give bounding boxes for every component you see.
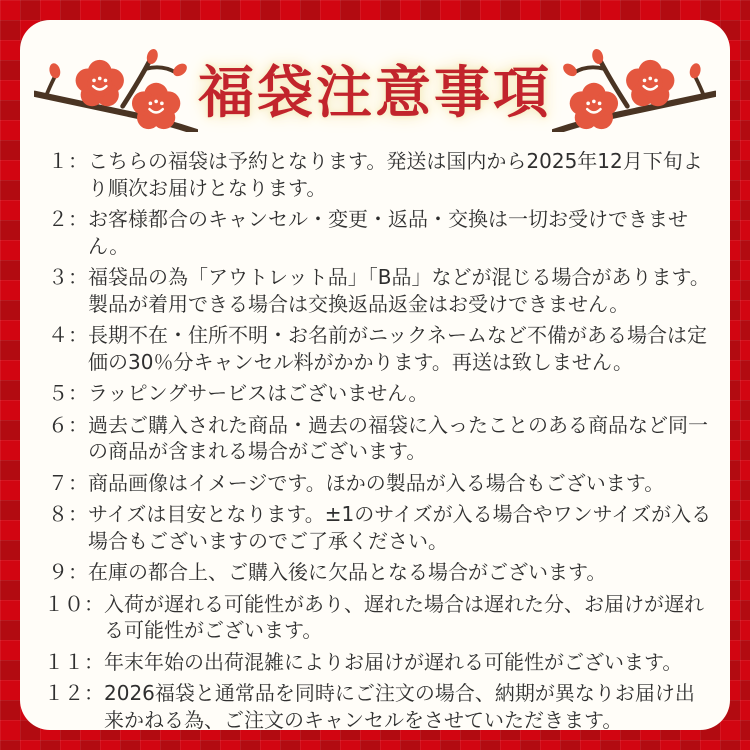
item-number-label xyxy=(44,322,88,349)
item-separator: ： xyxy=(68,560,88,584)
item-number: ７ xyxy=(48,470,68,495)
item-number: ９ xyxy=(48,560,68,584)
item-number: １０ xyxy=(44,591,84,616)
item-separator: ： xyxy=(68,502,88,526)
item-number: ６ xyxy=(48,412,68,437)
item-number-label xyxy=(44,680,104,707)
item-number-label xyxy=(44,206,88,233)
list-item xyxy=(44,264,714,317)
list-item xyxy=(44,649,714,676)
item-text: 長期不在・住所不明・お名前がニックネームなど不備がある場合は定価の30％分キャンセル料がかかります。再送は致しません。 xyxy=(88,323,707,374)
item-text: 年末年始の出荷混雑によりお届けが遅れる可能性がございます。 xyxy=(104,649,683,674)
list-item xyxy=(44,380,714,407)
item-text: 入荷が遅れる可能性があり、遅れた場合は遅れた分、お届けが遅れる可能性がございます。 xyxy=(104,591,704,642)
item-separator: ： xyxy=(68,265,88,289)
item-separator: ： xyxy=(68,412,88,437)
list-item xyxy=(44,680,714,730)
notice-card xyxy=(20,20,730,730)
item-number-label xyxy=(44,264,88,291)
item-text: サイズは目安となります。±1のサイズが入る場合やワンサイズが入る場合もございますのでご了承ください。 xyxy=(88,502,712,553)
item-text: 在庫の都合上、ご購入後に欠品となる場合がございます。 xyxy=(88,560,607,584)
item-number: ８ xyxy=(48,502,68,526)
item-number: １２ xyxy=(44,681,84,705)
item-text: ラッピングサービスはございません。 xyxy=(88,381,429,405)
list-item xyxy=(44,559,714,586)
plum-blossom-branch-icon xyxy=(552,46,716,132)
item-separator: ： xyxy=(68,470,88,495)
item-number: ３ xyxy=(48,265,68,289)
item-number-label xyxy=(44,380,88,407)
item-separator: ： xyxy=(68,323,88,347)
item-separator: ： xyxy=(84,649,104,674)
item-text: 福袋品の為「アウトレット品」「B品」などが混じる場合があります。製品が着用できる場合は交換返品返金はお受けできません。 xyxy=(88,265,710,316)
item-number-label xyxy=(44,148,88,175)
item-text: 過去ご購入された商品・過去の福袋に入ったことのある商品など同一の商品が含まれる場合がございます。 xyxy=(88,412,708,463)
item-number-label xyxy=(44,591,104,618)
list-item xyxy=(44,206,714,259)
item-number: １１ xyxy=(44,649,84,674)
item-number-label xyxy=(44,559,88,586)
plum-blossom-branch-icon xyxy=(34,46,198,132)
item-number: ４ xyxy=(48,323,68,347)
item-text: こちらの福袋は予約となります。発送は国内から2025年12月下旬より順次お届けとなります。 xyxy=(88,149,703,200)
header xyxy=(20,20,730,132)
item-number-label xyxy=(44,470,88,497)
item-text: 2026福袋と通常品を同時にご注文の場合、納期が異なりお届け出来かねる為、ご注文のキャンセルをさせていただきます。 xyxy=(104,681,695,730)
item-number: １ xyxy=(48,149,68,173)
item-number-label xyxy=(44,649,104,676)
list-item xyxy=(44,322,714,375)
item-separator: ： xyxy=(68,149,88,173)
list-item xyxy=(44,412,714,465)
item-separator: ： xyxy=(68,207,88,231)
page-title: 福袋注意事項 xyxy=(198,61,552,126)
item-number-label xyxy=(44,501,88,528)
item-number-label xyxy=(44,412,88,439)
list-item xyxy=(44,591,714,644)
item-separator: ： xyxy=(84,681,104,705)
item-number: ２ xyxy=(48,207,68,231)
item-number: ５ xyxy=(48,381,68,405)
list-item xyxy=(44,501,714,554)
list-item xyxy=(44,470,714,497)
list-item xyxy=(44,148,714,201)
item-separator: ： xyxy=(84,591,104,616)
item-text: 商品画像はイメージです。ほかの製品が入る場合もございます。 xyxy=(88,470,665,495)
item-text: お客様都合のキャンセル・変更・返品・交換は一切お受けできません。 xyxy=(88,207,688,258)
notes-list xyxy=(20,148,730,730)
item-separator: ： xyxy=(68,381,88,405)
